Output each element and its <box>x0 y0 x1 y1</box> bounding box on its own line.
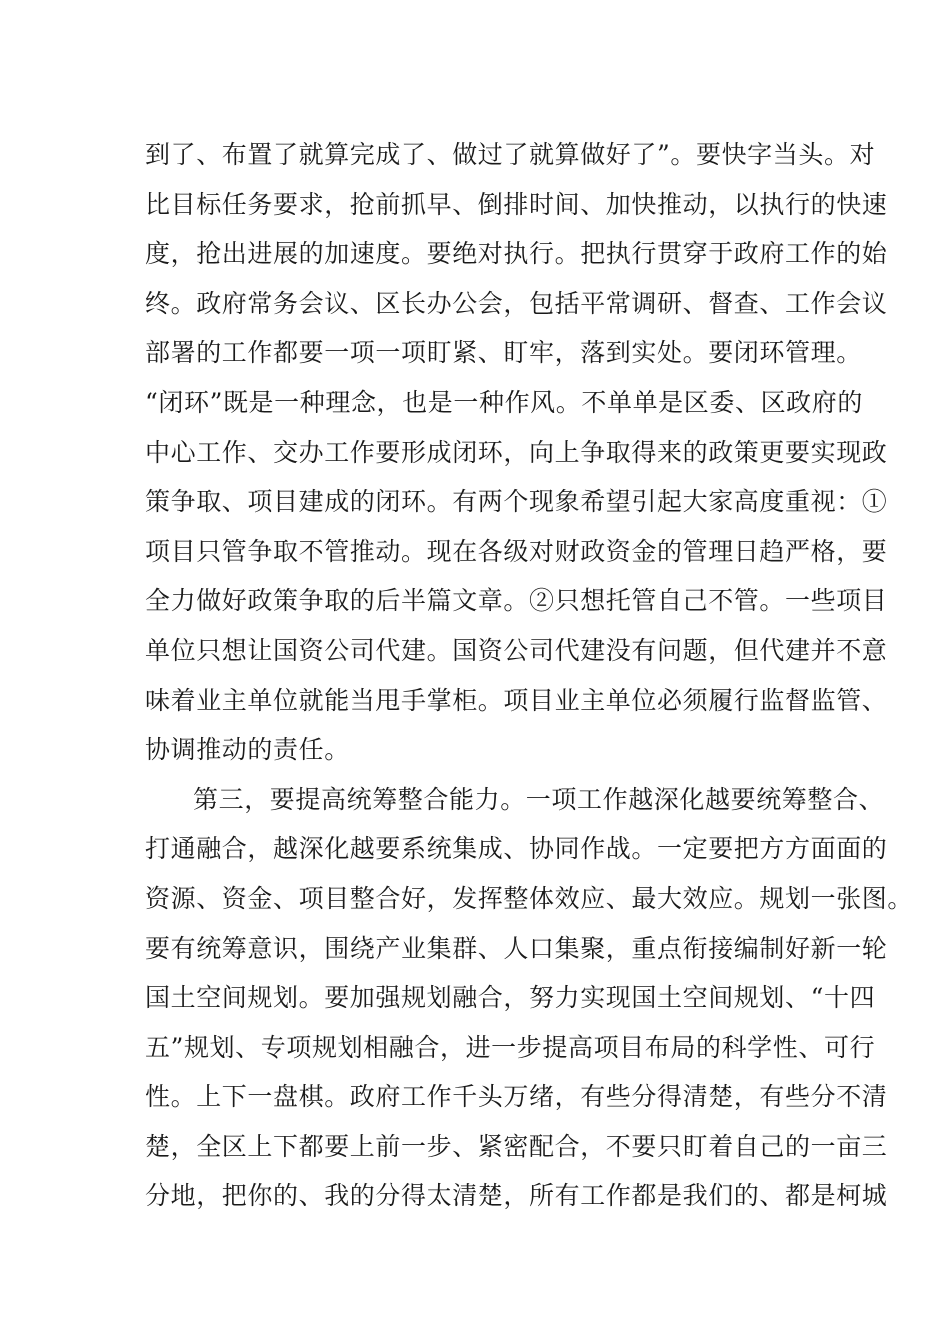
text-line: 要有统筹意识，围绕产业集群、人口集聚，重点衔接编制好新一轮 <box>145 933 888 963</box>
text-line: 终。政府常务会议、区长办公会，包括平常调研、督查、工作会议 <box>145 288 888 318</box>
text-line: 五”规划、专项规划相融合，进一步提高项目布局的科学性、可行 <box>145 1032 876 1062</box>
text-line: 国土空间规划。要加强规划融合，努力实现国土空间规划、“十四 <box>145 983 876 1013</box>
body-text <box>145 130 914 1221</box>
text-line: 中心工作、交办工作要形成闭环，向上争取得来的政策更要实现政 <box>145 437 888 467</box>
text-line: 协调推动的责任。 <box>145 735 350 765</box>
text-line: 单位只想让国资公司代建。国资公司代建没有问题，但代建并不意 <box>145 635 888 665</box>
text-line: 性。上下一盘棋。政府工作千头万绪，有些分得清楚，有些分不清 <box>145 1082 888 1112</box>
text-line: 味着业主单位就能当甩手掌柜。项目业主单位必须履行监督监管、 <box>145 685 888 715</box>
text-line: 打通融合，越深化越要系统集成、协同作战。一定要把方方面面的 <box>145 834 888 864</box>
text-line: 楚，全区上下都要上前一步、紧密配合，不要只盯着自己的一亩三 <box>145 1131 888 1161</box>
text-line: 度，抢出进展的加速度。要绝对执行。把执行贯穿于政府工作的始 <box>145 239 888 269</box>
text-line: 全力做好政策争取的后半篇文章。②只想托管自己不管。一些项目 <box>145 586 888 616</box>
text-line: 比目标任务要求，抢前抓早、倒排时间、加快推动，以执行的快速 <box>145 189 888 219</box>
text-line: 项目只管争取不管推动。现在各级对财政资金的管理日趋严格，要 <box>145 536 888 566</box>
text-line: “闭环”既是一种理念，也是一种作风。不单单是区委、区政府的 <box>145 387 863 417</box>
text-line: 策争取、项目建成的闭环。有两个现象希望引起大家高度重视：① <box>145 487 888 517</box>
text-line: 到了、布置了就算完成了、做过了就算做好了”。要快字当头。对 <box>145 140 876 169</box>
text-line: 资源、资金、项目整合好，发挥整体效应、最大效应。规划一张图。 <box>145 883 914 913</box>
text-line: 分地，把你的、我的分得太清楚，所有工作都是我们的、都是柯城 <box>145 1181 888 1211</box>
text-line: 部署的工作都要一项一项盯紧、盯牢，落到实处。要闭环管理。 <box>145 338 862 368</box>
paragraph-first-line: 第三，要提高统筹整合能力。一项工作越深化越要统筹整合、 <box>193 784 885 814</box>
